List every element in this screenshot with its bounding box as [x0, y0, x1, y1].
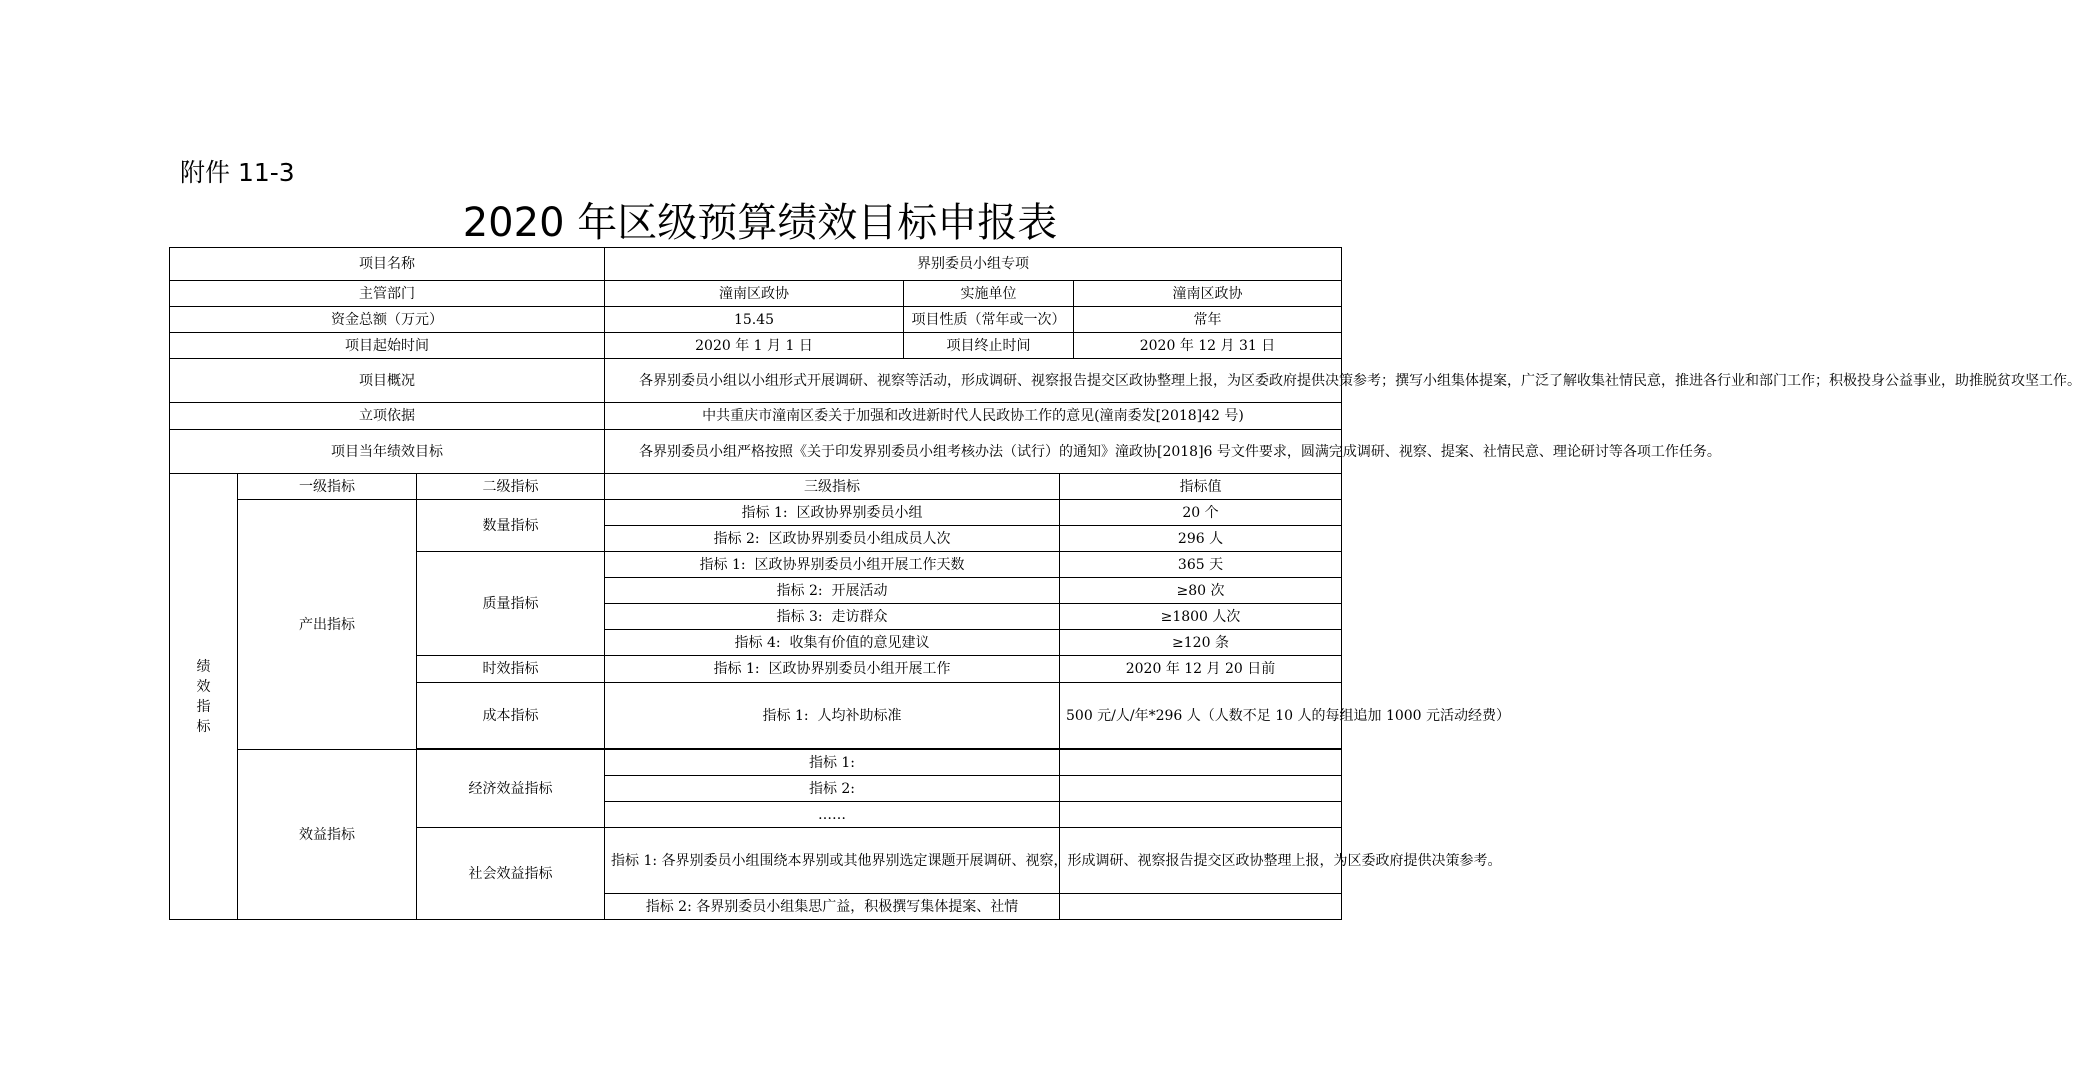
indicator-cell: 指标 2: 区政协界别委员小组成员人次 [605, 526, 1060, 552]
indicator-value [1060, 894, 1342, 920]
goal-value: 各界别委员小组严格按照《关于印发界别委员小组考核办法（试行）的通知》潼政协[2018]6 号文件要求，圆满完成调研、视察、提案、社情民意、理论研讨等各项工作任务。 [605, 430, 1342, 474]
benefit-indicators-label: 效益指标 [238, 750, 417, 920]
page-title: 2020 年区级预算绩效目标申报表 [462, 200, 1058, 246]
overview-label: 项目概况 [170, 359, 605, 403]
nature-label: 项目性质（常年或一次） [904, 307, 1074, 333]
indicator-value: 365 天 [1060, 552, 1342, 578]
economic-indicators-label: 经济效益指标 [417, 750, 605, 828]
indicator-cell: 指标 2: 各界别委员小组集思广益，积极撰写集体提案、社情 [605, 894, 1060, 920]
start-value: 2020 年 1 月 1 日 [605, 333, 904, 359]
row-indicator-header [170, 474, 1342, 500]
indicator-cell: …… [605, 802, 1060, 828]
fund-label: 资金总额（万元） [170, 307, 605, 333]
indicator-value: 2020 年 12 月 20 日前 [1060, 656, 1342, 683]
goal-label: 项目当年绩效目标 [170, 430, 605, 474]
output-indicators-label: 产出指标 [238, 500, 417, 750]
indicator-cell: 指标 2: [605, 776, 1060, 802]
project-name-value: 界别委员小组专项 [605, 248, 1342, 281]
budget-performance-table [169, 247, 2081, 920]
indicator-cell: 指标 3: 走访群众 [605, 604, 1060, 630]
indicator-cell: 指标 1: 各界别委员小组围绕本界别或其他界别选定课题开展调研、视察，形成调研、视察报告提交区政协整理上报，为区委政府提供决策参考。 [605, 828, 1060, 894]
timeliness-indicators-label: 时效指标 [417, 656, 605, 683]
col-value-header: 指标值 [1060, 474, 1342, 500]
indicator-cell: 指标 1: [605, 750, 1060, 776]
table-row [170, 500, 1342, 526]
row-goal [170, 430, 1342, 474]
indicator-value: ≥120 条 [1060, 630, 1342, 656]
table-row [170, 750, 1342, 776]
quantity-indicators-label: 数量指标 [417, 500, 605, 552]
basis-label: 立项依据 [170, 403, 605, 430]
indicator-cell: 指标 1: 人均补助标准 [605, 683, 1060, 749]
end-value: 2020 年 12 月 31 日 [1074, 333, 1342, 359]
nature-value: 常年 [1074, 307, 1342, 333]
performance-indicators-label [170, 474, 238, 920]
cost-indicators-label: 成本指标 [417, 683, 605, 749]
quality-indicators-label: 质量指标 [417, 552, 605, 656]
col-level3-header: 三级指标 [605, 474, 1060, 500]
indicator-value [1060, 750, 1342, 776]
start-label: 项目起始时间 [170, 333, 605, 359]
indicator-cell: 指标 1: 区政协界别委员小组开展工作 [605, 656, 1060, 683]
indicator-value: ≥1800 人次 [1060, 604, 1342, 630]
impl-label: 实施单位 [904, 281, 1074, 307]
basis-value: 中共重庆市潼南区委关于加强和改进新时代人民政协工作的意见(潼南委发[2018]42 号) [605, 403, 1342, 430]
attachment-number: 附件 11-3 [180, 158, 295, 187]
project-name-label: 项目名称 [170, 248, 605, 281]
indicator-cell: 指标 1: 区政协界别委员小组开展工作天数 [605, 552, 1060, 578]
overview-value: 各界别委员小组以小组形式开展调研、视察等活动，形成调研、视察报告提交区政协整理上报，为区委政府提供决策参考；撰写小组集体提案，广泛了解收集社情民意，推进各行业和部门工作；积极投身公益事业，助推脱贫攻坚工作。 [605, 359, 1342, 403]
indicator-value: ≥80 次 [1060, 578, 1342, 604]
impl-value: 潼南区政协 [1074, 281, 1342, 307]
fund-value: 15.45 [605, 307, 904, 333]
row-overview [170, 359, 1342, 403]
indicator-cell: 指标 2: 开展活动 [605, 578, 1060, 604]
row-fund [170, 307, 1342, 333]
row-project-name [170, 248, 1342, 281]
dept-value: 潼南区政协 [605, 281, 904, 307]
indicator-cell: 指标 4: 收集有价值的意见建议 [605, 630, 1060, 656]
row-department [170, 281, 1342, 307]
indicator-value [1060, 776, 1342, 802]
row-basis [170, 403, 1342, 430]
end-label: 项目终止时间 [904, 333, 1074, 359]
performance-indicators-text: 绩 效 指 标 [196, 658, 211, 735]
indicator-value: 296 人 [1060, 526, 1342, 552]
col-level2-header: 二级指标 [417, 474, 605, 500]
indicator-cell: 指标 1: 区政协界别委员小组 [605, 500, 1060, 526]
indicator-value: 500 元/人/年*296 人（人数不足 10 人的每组追加 1000 元活动经费） [1060, 683, 1342, 749]
row-dates [170, 333, 1342, 359]
indicator-value: 20 个 [1060, 500, 1342, 526]
col-level1-header: 一级指标 [238, 474, 417, 500]
indicator-value [1060, 802, 1342, 828]
social-indicators-label: 社会效益指标 [417, 828, 605, 920]
dept-label: 主管部门 [170, 281, 605, 307]
